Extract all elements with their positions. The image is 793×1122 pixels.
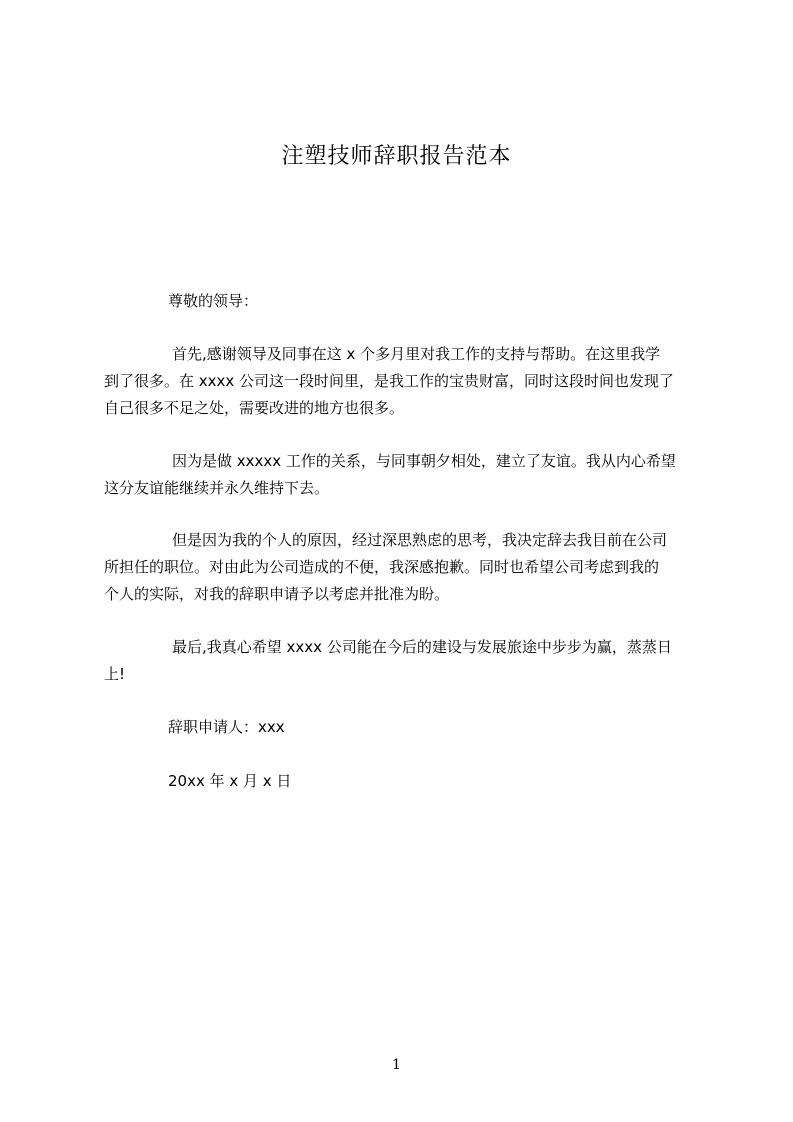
paragraph-1 [104, 341, 704, 422]
paragraph-line: 所担任的职位。对由此为公司造成的不便，我深感抱歉。同时也希望公司考虑到我的 [104, 558, 660, 576]
resignation-date: 20xx 年 x 月 x 日 [168, 772, 292, 790]
paragraph-line: 这分友谊能继续并永久维持下去。 [104, 479, 330, 497]
paragraph-line: 因为是做 xxxxx 工作的关系，与同事朝夕相处，建立了友谊。我从内心希望 [172, 452, 676, 470]
salutation: 尊敬的领导： [168, 292, 259, 310]
paragraph-line: 但是因为我的个人的原因，经过深思熟虑的思考，我决定辞去我目前在公司 [172, 531, 668, 549]
page-number: 1 [392, 1057, 401, 1073]
paragraph-2 [104, 448, 704, 502]
paragraph-line: 个人的实际，对我的辞职申请予以考虑并批准为盼。 [104, 585, 450, 603]
document-title: 注塑技师辞职报告范本 [281, 144, 512, 169]
paragraph-line: 到了很多。在 xxxx 公司这一段时间里，是我工作的宝贵财富，同时这段时间也发现了 [104, 372, 675, 390]
paragraph-4 [104, 634, 704, 688]
paragraph-line: 最后,我真心希望 xxxx 公司能在今后的建设与发展旅途中步步为赢，蒸蒸日 [172, 638, 672, 656]
paragraph-3 [104, 527, 704, 608]
paragraph-line: 首先,感谢领导及同事在这 x 个多月里对我工作的支持与帮助。在这里我学 [172, 345, 661, 363]
applicant-signature: 辞职申请人：xxx [168, 718, 285, 736]
paragraph-line: 自己很多不足之处，需要改进的地方也很多。 [104, 399, 405, 417]
paragraph-line: 上! [104, 665, 126, 683]
